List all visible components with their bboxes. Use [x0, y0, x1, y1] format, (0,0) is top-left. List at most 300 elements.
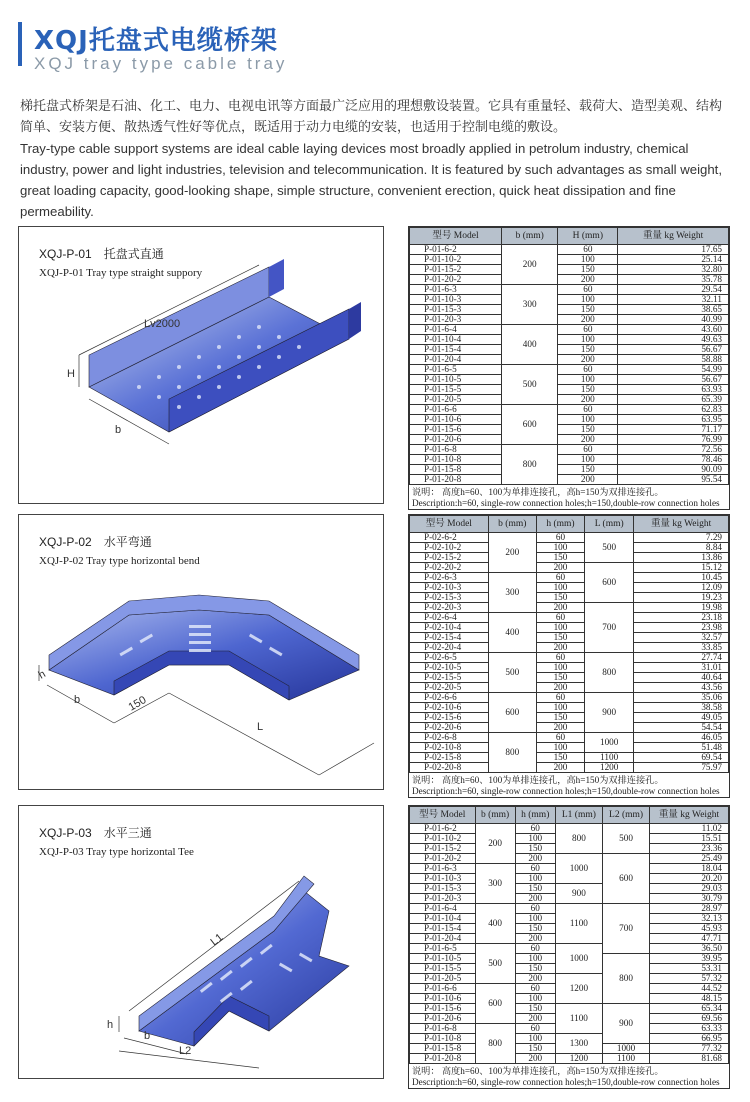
- spec-table: [409, 515, 729, 773]
- length-cell: 1300: [555, 1034, 602, 1054]
- height-cell: 60: [515, 824, 555, 834]
- height-cell: 100: [558, 295, 618, 305]
- weight-cell: 46.05: [634, 733, 729, 743]
- weight-cell: 77.32: [650, 1044, 729, 1054]
- length-cell: 1100: [555, 904, 602, 944]
- table-row: [410, 445, 729, 455]
- weight-cell: 43.56: [634, 683, 729, 693]
- model-cell: P-01-15-4: [410, 345, 502, 355]
- length-cell: 900: [555, 884, 602, 904]
- table-row: [410, 733, 729, 743]
- column-header: 型号 Model: [410, 228, 502, 245]
- table-row: [410, 245, 729, 255]
- table-row: [410, 295, 729, 305]
- model-cell: P-02-6-4: [410, 613, 489, 623]
- weight-cell: 23.18: [634, 613, 729, 623]
- model-cell: P-01-20-2: [410, 275, 502, 285]
- height-cell: 100: [515, 994, 555, 1004]
- weight-cell: 54.99: [618, 365, 729, 375]
- model-cell: P-01-6-2: [410, 824, 476, 834]
- svg-text:b: b: [144, 1030, 151, 1042]
- model-cell: P-01-10-6: [410, 994, 476, 1004]
- column-header: b (mm): [502, 228, 558, 245]
- weight-cell: 25.49: [650, 854, 729, 864]
- model-cell: P-01-15-4: [410, 924, 476, 934]
- model-cell: P-01-10-4: [410, 914, 476, 924]
- table-row: [410, 703, 729, 713]
- width-cell: 800: [488, 733, 536, 773]
- height-cell: 60: [558, 245, 618, 255]
- weight-cell: 33.85: [634, 643, 729, 653]
- weight-cell: 49.05: [634, 713, 729, 723]
- height-cell: 100: [515, 1034, 555, 1044]
- model-cell: P-02-20-2: [410, 563, 489, 573]
- model-cell: P-02-15-2: [410, 553, 489, 563]
- model-cell: P-02-10-6: [410, 703, 489, 713]
- model-cell: P-01-15-3: [410, 884, 476, 894]
- height-cell: 60: [515, 864, 555, 874]
- weight-cell: 10.45: [634, 573, 729, 583]
- width-cell: 200: [475, 824, 515, 864]
- model-cell: P-01-6-6: [410, 984, 476, 994]
- table-note: 说明： 高度h=60、100为单排连接孔，高h=150为双排连接孔。 Description:h=60, single-row connection holes;h=150,double-row connection holes: [412, 487, 720, 508]
- model-cell: P-01-10-5: [410, 954, 476, 964]
- model-cell: P-01-20-2: [410, 854, 476, 864]
- weight-cell: 28.97: [650, 904, 729, 914]
- height-cell: 150: [558, 425, 618, 435]
- table-row: [410, 285, 729, 295]
- weight-cell: 48.15: [650, 994, 729, 1004]
- table-row: [410, 305, 729, 315]
- height-cell: 60: [536, 693, 584, 703]
- height-cell: 100: [558, 415, 618, 425]
- weight-cell: 66.95: [650, 1034, 729, 1044]
- height-cell: 100: [515, 834, 555, 844]
- weight-cell: 43.60: [618, 325, 729, 335]
- model-cell: P-01-20-6: [410, 1014, 476, 1024]
- height-cell: 200: [515, 854, 555, 864]
- model-cell: P-02-10-3: [410, 583, 489, 593]
- weight-cell: 18.04: [650, 864, 729, 874]
- model-cell: P-01-10-3: [410, 874, 476, 884]
- height-cell: 200: [536, 643, 584, 653]
- weight-cell: 19.98: [634, 603, 729, 613]
- model-cell: P-01-10-3: [410, 295, 502, 305]
- weight-cell: 38.65: [618, 305, 729, 315]
- length-cell: 700: [585, 603, 634, 653]
- model-cell: P-01-6-5: [410, 365, 502, 375]
- weight-cell: 36.50: [650, 944, 729, 954]
- weight-cell: 15.51: [650, 834, 729, 844]
- height-cell: 150: [558, 345, 618, 355]
- weight-cell: 76.99: [618, 435, 729, 445]
- model-cell: P-01-15-5: [410, 964, 476, 974]
- model-cell: P-01-10-8: [410, 455, 502, 465]
- width-cell: 500: [475, 944, 515, 984]
- height-cell: 200: [536, 563, 584, 573]
- model-cell: P-01-15-8: [410, 465, 502, 475]
- table-row: [410, 854, 729, 864]
- weight-cell: 81.68: [650, 1054, 729, 1064]
- length-cell: 1000: [555, 944, 602, 974]
- length-cell: 700: [602, 904, 649, 954]
- height-cell: 100: [536, 743, 584, 753]
- table-row: [410, 824, 729, 834]
- model-cell: P-01-6-4: [410, 325, 502, 335]
- model-cell: P-01-15-3: [410, 305, 502, 315]
- height-cell: 150: [558, 265, 618, 275]
- model-cell: P-01-20-6: [410, 435, 502, 445]
- table-row: [410, 633, 729, 643]
- model-cell: P-01-6-6: [410, 405, 502, 415]
- weight-cell: 40.99: [618, 315, 729, 325]
- width-cell: 300: [488, 573, 536, 613]
- width-cell: 600: [475, 984, 515, 1024]
- height-cell: 150: [536, 753, 584, 763]
- table-row: [410, 723, 729, 733]
- weight-cell: 75.97: [634, 763, 729, 773]
- weight-cell: 35.78: [618, 275, 729, 285]
- svg-text:b: b: [115, 424, 122, 436]
- height-cell: 200: [515, 934, 555, 944]
- model-cell: P-01-15-5: [410, 385, 502, 395]
- column-header: 型号 Model: [410, 807, 476, 824]
- length-cell: 800: [555, 824, 602, 854]
- page-title: XQJ托盘式电缆桥架: [34, 26, 278, 56]
- svg-text:H: H: [67, 368, 75, 380]
- height-cell: 150: [558, 385, 618, 395]
- horizontal-tee-drawing: [19, 806, 383, 1078]
- height-cell: 60: [558, 325, 618, 335]
- height-cell: 100: [558, 455, 618, 465]
- length-cell: 1000: [555, 854, 602, 884]
- width-cell: 800: [502, 445, 558, 485]
- table-row: [410, 713, 729, 723]
- table-row: [410, 395, 729, 405]
- width-cell: 500: [488, 653, 536, 693]
- table-row: [410, 265, 729, 275]
- height-cell: 60: [536, 613, 584, 623]
- length-cell: 900: [585, 693, 634, 733]
- weight-cell: 23.98: [634, 623, 729, 633]
- weight-cell: 29.54: [618, 285, 729, 295]
- weight-cell: 51.48: [634, 743, 729, 753]
- table-row: [410, 974, 729, 984]
- weight-cell: 63.33: [650, 1024, 729, 1034]
- product-panel-p03: [18, 805, 384, 1079]
- weight-cell: 54.54: [634, 723, 729, 733]
- height-cell: 100: [515, 874, 555, 884]
- column-header: b (mm): [475, 807, 515, 824]
- length-cell: 500: [602, 824, 649, 854]
- model-cell: P-01-15-2: [410, 844, 476, 854]
- width-cell: 300: [475, 864, 515, 904]
- column-header: h (mm): [515, 807, 555, 824]
- straight-tray-drawing: [19, 227, 383, 503]
- height-cell: 60: [515, 904, 555, 914]
- height-cell: 100: [558, 255, 618, 265]
- height-cell: 200: [558, 475, 618, 485]
- model-cell: P-02-10-2: [410, 543, 489, 553]
- table-row: [410, 355, 729, 365]
- weight-cell: 32.11: [618, 295, 729, 305]
- weight-cell: 17.65: [618, 245, 729, 255]
- column-header: 型号 Model: [410, 516, 489, 533]
- model-cell: P-02-20-6: [410, 723, 489, 733]
- column-header: L1 (mm): [555, 807, 602, 824]
- model-cell: P-01-6-4: [410, 904, 476, 914]
- weight-cell: 65.34: [650, 1004, 729, 1014]
- model-cell: P-02-20-3: [410, 603, 489, 613]
- width-cell: 800: [475, 1024, 515, 1064]
- length-cell: 600: [585, 563, 634, 603]
- height-cell: 150: [536, 593, 584, 603]
- table-note: 说明： 高度h=60、100为单排连接孔，高h=150为双排连接孔。 Description:h=60, single-row connection holes;h=150,double-row connection holes: [412, 1066, 720, 1087]
- table-row: [410, 375, 729, 385]
- height-cell: 60: [536, 733, 584, 743]
- weight-cell: 72.56: [618, 445, 729, 455]
- model-cell: P-02-20-4: [410, 643, 489, 653]
- table-row: [410, 693, 729, 703]
- model-cell: P-01-6-8: [410, 1024, 476, 1034]
- weight-cell: 27.74: [634, 653, 729, 663]
- table-row: [410, 643, 729, 653]
- height-cell: 100: [536, 583, 584, 593]
- weight-cell: 57.32: [650, 974, 729, 984]
- svg-text:L2: L2: [179, 1045, 192, 1057]
- model-cell: P-02-15-4: [410, 633, 489, 643]
- table-row: [410, 465, 729, 475]
- height-cell: 100: [536, 703, 584, 713]
- table-row: [410, 753, 729, 763]
- weight-cell: 69.54: [634, 753, 729, 763]
- length-cell: 1100: [585, 753, 634, 763]
- weight-cell: 13.86: [634, 553, 729, 563]
- model-cell: P-01-10-5: [410, 375, 502, 385]
- weight-cell: 78.46: [618, 455, 729, 465]
- length-cell: 1100: [555, 1004, 602, 1034]
- svg-text:L: L: [257, 721, 264, 733]
- height-cell: 200: [515, 894, 555, 904]
- weight-cell: 56.67: [618, 345, 729, 355]
- intro-text: [20, 96, 732, 222]
- table-row: [410, 475, 729, 485]
- height-cell: 200: [515, 974, 555, 984]
- svg-text:h: h: [107, 1019, 114, 1031]
- model-cell: P-01-6-8: [410, 445, 502, 455]
- height-cell: 200: [558, 315, 618, 325]
- height-cell: 150: [515, 844, 555, 854]
- weight-cell: 65.39: [618, 395, 729, 405]
- model-cell: P-01-6-5: [410, 944, 476, 954]
- height-cell: 200: [536, 723, 584, 733]
- height-cell: 60: [536, 533, 584, 543]
- model-cell: P-01-6-3: [410, 285, 502, 295]
- weight-cell: 56.67: [618, 375, 729, 385]
- weight-cell: 15.12: [634, 563, 729, 573]
- weight-cell: 63.93: [618, 385, 729, 395]
- model-cell: P-01-15-6: [410, 425, 502, 435]
- height-cell: 60: [515, 984, 555, 994]
- table-row: [410, 543, 729, 553]
- table-row: [410, 1054, 729, 1064]
- svg-text:b: b: [74, 694, 81, 706]
- height-cell: 200: [536, 603, 584, 613]
- weight-cell: 8.84: [634, 543, 729, 553]
- weight-cell: 12.09: [634, 583, 729, 593]
- weight-cell: 90.09: [618, 465, 729, 475]
- title-accent-bar: [18, 22, 22, 66]
- weight-cell: 32.13: [650, 914, 729, 924]
- table-row: [410, 673, 729, 683]
- width-cell: 500: [502, 365, 558, 405]
- model-cell: P-02-10-8: [410, 743, 489, 753]
- model-cell: P-01-20-3: [410, 315, 502, 325]
- height-cell: 200: [515, 1054, 555, 1064]
- table-header-row: [410, 228, 729, 245]
- table-row: [410, 385, 729, 395]
- height-cell: 100: [515, 954, 555, 964]
- length-cell: 900: [602, 1004, 649, 1044]
- weight-cell: 69.56: [650, 1014, 729, 1024]
- height-cell: 60: [558, 405, 618, 415]
- table-row: [410, 904, 729, 914]
- model-cell: P-01-15-8: [410, 1044, 476, 1054]
- height-cell: 150: [515, 964, 555, 974]
- model-cell: P-02-6-6: [410, 693, 489, 703]
- height-cell: 60: [558, 285, 618, 295]
- spec-table: [409, 806, 729, 1064]
- spec-table-p03: [408, 805, 730, 1089]
- weight-cell: 32.80: [618, 265, 729, 275]
- height-cell: 60: [515, 944, 555, 954]
- width-cell: 400: [502, 325, 558, 365]
- height-cell: 100: [558, 375, 618, 385]
- height-cell: 100: [536, 543, 584, 553]
- length-label: Lv2000: [144, 318, 181, 330]
- table-row: [410, 944, 729, 954]
- width-cell: 300: [502, 285, 558, 325]
- product-code: XQJ-P-03 水平三通: [39, 826, 152, 840]
- length-cell: 1200: [585, 763, 634, 773]
- width-cell: 400: [488, 613, 536, 653]
- table-row: [410, 345, 729, 355]
- table-note: 说明： 高度h=60、100为单排连接孔，高h=150为双排连接孔。 Description:h=60, single-row connection holes;h=150,double-row connection holes: [412, 775, 720, 796]
- table-row: [410, 415, 729, 425]
- model-cell: P-02-10-4: [410, 623, 489, 633]
- table-row: [410, 583, 729, 593]
- spec-table: [409, 227, 729, 485]
- model-cell: P-02-6-3: [410, 573, 489, 583]
- model-cell: P-02-20-5: [410, 683, 489, 693]
- weight-cell: 23.36: [650, 844, 729, 854]
- table-row: [410, 365, 729, 375]
- table-header-row: [410, 807, 729, 824]
- height-cell: 200: [536, 683, 584, 693]
- table-row: [410, 573, 729, 583]
- table-row: [410, 683, 729, 693]
- height-cell: 150: [536, 633, 584, 643]
- table-row: [410, 1004, 729, 1014]
- height-cell: 60: [558, 365, 618, 375]
- table-row: [410, 884, 729, 894]
- model-cell: P-01-10-4: [410, 335, 502, 345]
- model-cell: P-02-6-5: [410, 653, 489, 663]
- weight-cell: 7.29: [634, 533, 729, 543]
- weight-cell: 49.63: [618, 335, 729, 345]
- model-cell: P-02-15-3: [410, 593, 489, 603]
- column-header: 重量 kg Weight: [618, 228, 729, 245]
- model-cell: P-02-6-8: [410, 733, 489, 743]
- svg-text:h: h: [36, 668, 48, 682]
- height-cell: 150: [558, 305, 618, 315]
- weight-cell: 30.79: [650, 894, 729, 904]
- weight-cell: 31.01: [634, 663, 729, 673]
- width-cell: 600: [502, 405, 558, 445]
- table-row: [410, 603, 729, 613]
- width-cell: 200: [488, 533, 536, 573]
- weight-cell: 19.23: [634, 593, 729, 603]
- model-cell: P-02-6-2: [410, 533, 489, 543]
- product-name-en: XQJ-P-03 Tray type horizontal Tee: [39, 846, 194, 858]
- model-cell: P-01-6-3: [410, 864, 476, 874]
- height-cell: 150: [558, 465, 618, 475]
- height-cell: 150: [515, 924, 555, 934]
- length-cell: 1100: [602, 1054, 649, 1064]
- weight-cell: 20.20: [650, 874, 729, 884]
- length-cell: 1000: [585, 733, 634, 753]
- model-cell: P-02-15-5: [410, 673, 489, 683]
- intro-cn: 梯托盘式桥架是石油、化工、电力、电视电讯等方面最广泛应用的理想敷设装置。它具有重量轻、载荷大、造型美观、结构简单、安装方便、散热透气性好等优点，既适用于动力电缆的安装，也适用于控制电缆的敷设。: [20, 99, 723, 135]
- length-cell: 600: [602, 854, 649, 904]
- model-cell: P-01-20-8: [410, 1054, 476, 1064]
- height-cell: 200: [536, 763, 584, 773]
- weight-cell: 44.52: [650, 984, 729, 994]
- weight-cell: 39.95: [650, 954, 729, 964]
- svg-text:150: 150: [126, 694, 149, 714]
- model-cell: P-01-6-2: [410, 245, 502, 255]
- horizontal-bend-drawing: [19, 515, 383, 789]
- svg-text:L1: L1: [208, 931, 226, 949]
- height-cell: 150: [515, 1004, 555, 1014]
- height-cell: 60: [536, 573, 584, 583]
- table-row: [410, 593, 729, 603]
- column-header: b (mm): [488, 516, 536, 533]
- product-panel-p02: [18, 514, 384, 790]
- weight-cell: 45.93: [650, 924, 729, 934]
- length-cell: 1200: [555, 1054, 602, 1064]
- weight-cell: 11.02: [650, 824, 729, 834]
- weight-cell: 40.64: [634, 673, 729, 683]
- model-cell: P-01-20-4: [410, 934, 476, 944]
- model-cell: P-01-10-8: [410, 1034, 476, 1044]
- height-cell: 100: [558, 335, 618, 345]
- weight-cell: 53.31: [650, 964, 729, 974]
- model-cell: P-01-15-2: [410, 265, 502, 275]
- weight-cell: 32.57: [634, 633, 729, 643]
- table-header-row: [410, 516, 729, 533]
- table-row: [410, 335, 729, 345]
- table-row: [410, 663, 729, 673]
- page-subtitle: XQJ tray type cable tray: [34, 54, 288, 73]
- spec-table-p01: [408, 226, 730, 510]
- model-cell: P-01-20-5: [410, 395, 502, 405]
- height-cell: 150: [536, 673, 584, 683]
- table-row: [410, 275, 729, 285]
- table-row: [410, 533, 729, 543]
- table-row: [410, 325, 729, 335]
- height-cell: 200: [558, 435, 618, 445]
